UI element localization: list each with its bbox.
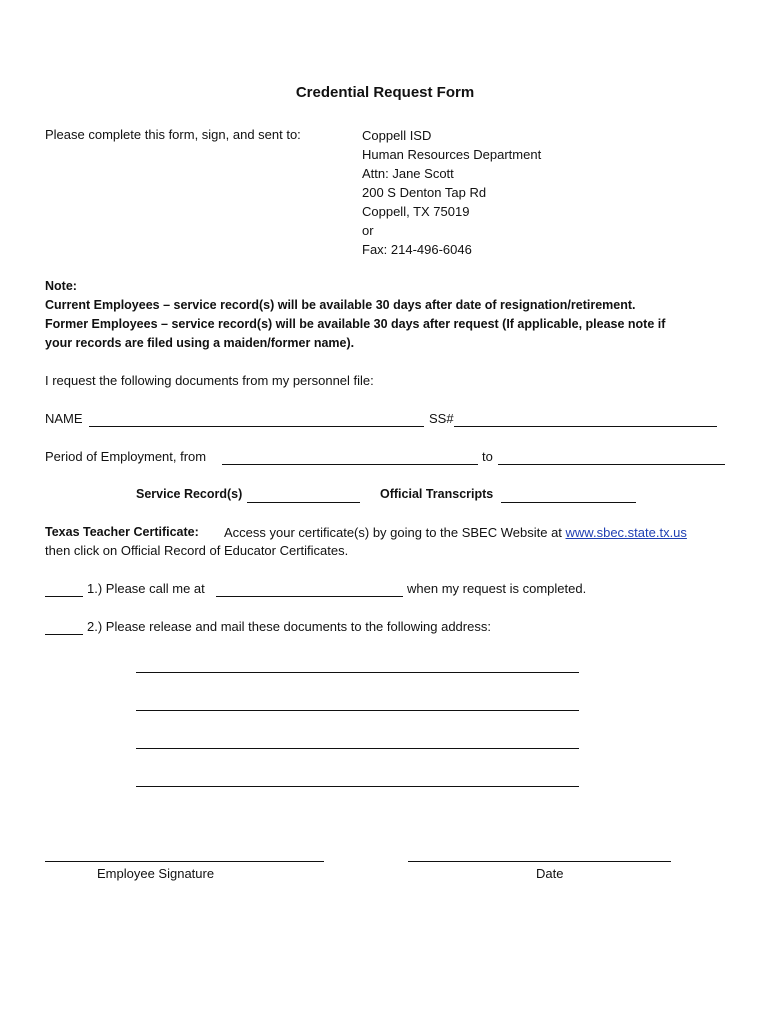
note-former-employees: Former Employees – service record(s) will be available 30 days after request (If applicable, please note if (45, 317, 666, 331)
note-current-employees: Current Employees – service record(s) will be available 30 days after date of resignation/retirement. (45, 298, 636, 312)
address-line: Fax: 214-496-6046 (362, 242, 472, 257)
mail-address-line-4[interactable] (136, 786, 579, 787)
mailing-address (362, 126, 541, 259)
name-input-line[interactable] (89, 426, 424, 427)
mail-address-line-1[interactable] (136, 672, 579, 673)
option1-suffix: when my request is completed. (407, 581, 587, 596)
mail-address-line-3[interactable] (136, 748, 579, 749)
address-line: Attn: Jane Scott (362, 166, 454, 181)
address-line: or (362, 223, 374, 238)
period-label: Period of Employment, from (45, 449, 207, 464)
note-former-employees-cont: your records are filed using a maiden/former name). (45, 336, 355, 350)
option2-check-line[interactable] (45, 634, 83, 635)
certificate-instruction: Access your certificate(s) by going to the SBEC Website at (224, 525, 562, 540)
service-record-input-line[interactable] (247, 502, 360, 503)
transcripts-input-line[interactable] (501, 502, 636, 503)
date-label: Date (536, 866, 564, 881)
signature-label: Employee Signature (97, 866, 215, 881)
certificate-text (224, 525, 687, 540)
to-label: to (482, 449, 493, 464)
certificate-instruction-cont: then click on Official Record of Educator Certificates. (45, 543, 349, 558)
option2-text: 2.) Please release and mail these documents to the following address: (87, 619, 491, 634)
mail-address-line-2[interactable] (136, 710, 579, 711)
transcripts-label: Official Transcripts (380, 487, 494, 501)
option1-prefix: 1.) Please call me at (87, 581, 205, 596)
phone-input-line[interactable] (216, 596, 403, 597)
address-line: Coppell, TX 75019 (362, 204, 470, 219)
address-line: Coppell ISD (362, 128, 432, 143)
page-title: Credential Request Form (295, 84, 475, 101)
note-heading: Note: (45, 279, 77, 293)
period-to-input-line[interactable] (498, 464, 725, 465)
option1-check-line[interactable] (45, 596, 83, 597)
name-label: NAME (45, 411, 83, 426)
certificate-label: Texas Teacher Certificate: (45, 525, 199, 539)
date-line[interactable] (408, 861, 671, 862)
request-intro: I request the following documents from my personnel file: (45, 373, 374, 388)
ss-input-line[interactable] (454, 426, 717, 427)
send-to-instruction: Please complete this form, sign, and sent to: (45, 127, 301, 142)
period-from-input-line[interactable] (222, 464, 478, 465)
service-record-label: Service Record(s) (136, 487, 243, 501)
note-section (45, 277, 665, 353)
ss-label: SS# (429, 411, 454, 426)
address-line: Human Resources Department (362, 147, 542, 162)
address-line: 200 S Denton Tap Rd (362, 185, 487, 200)
signature-line[interactable] (45, 861, 324, 862)
sbec-website-link[interactable]: www.sbec.state.tx.us (565, 525, 687, 540)
